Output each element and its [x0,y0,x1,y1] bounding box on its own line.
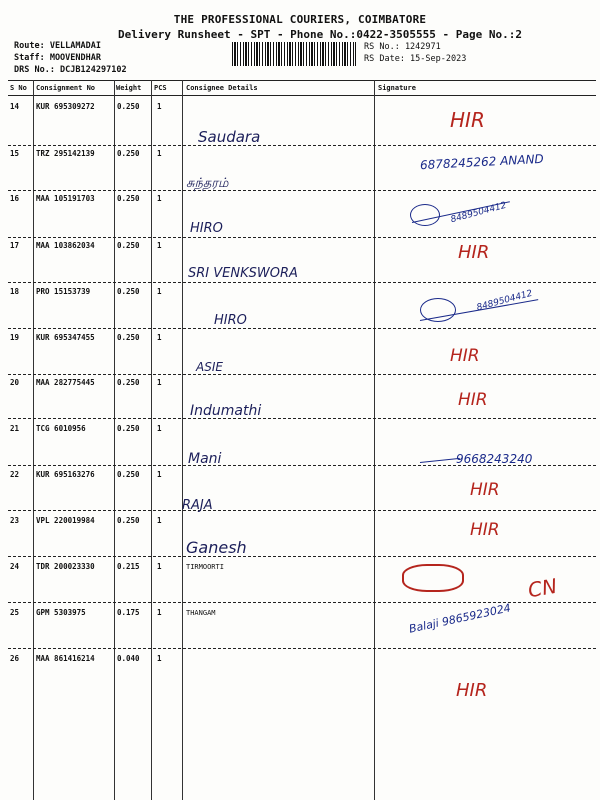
col-weight-header: Weight [116,84,142,92]
row-consignment-no: PRO 15153739 [36,287,91,296]
signature: HIR [456,680,488,701]
signature: 8489504412 [475,288,534,314]
row-consignment-no: TCG 6010956 [36,424,86,433]
column-divider [114,80,115,800]
row-weight: 0.250 [117,241,140,250]
row-sno: 17 [10,241,20,250]
row-pcs: 1 [157,194,162,203]
row-weight: 0.215 [117,562,140,571]
struck-out-signature [402,564,464,592]
signature: 8489504412 [449,200,508,226]
row-sno: 26 [10,654,20,663]
row-weight: 0.175 [117,608,140,617]
signature-scribble [410,204,440,226]
route-label: Route: VELLAMADAI [14,41,101,51]
staff-label: Staff: MOOVENDHAR [14,53,101,63]
handwritten-consignee: Ganesh [186,538,247,557]
row-sno: 18 [10,287,20,296]
row-sno: 20 [10,378,20,387]
row-divider [8,145,596,146]
row-pcs: 1 [157,149,162,158]
row-consignment-no: MAA 282775445 [36,378,95,387]
row-consignee-name: THANGAM [186,609,216,617]
col-sno-header: S No [10,84,27,92]
row-weight: 0.040 [117,654,140,663]
row-divider [8,556,596,557]
handwritten-consignee: Mani [188,451,222,467]
row-weight: 0.250 [117,470,140,479]
drs-number: DRS No.: DCJB124297102 [14,65,127,75]
row-pcs: 1 [157,378,162,387]
row-weight: 0.250 [117,149,140,158]
row-sno: 16 [10,194,20,203]
table-top-rule [8,80,596,81]
row-weight: 0.250 [117,378,140,387]
col-pcs-header: PCS [154,84,167,92]
row-sno: 24 [10,562,20,571]
signature: CN [526,573,559,603]
row-weight: 0.250 [117,333,140,342]
row-sno: 19 [10,333,20,342]
row-pcs: 1 [157,424,162,433]
row-pcs: 1 [157,562,162,571]
row-divider [8,190,596,191]
column-divider [182,80,183,800]
row-pcs: 1 [157,470,162,479]
signature: HIR [458,242,490,263]
row-consignment-no: KUR 695347455 [36,333,95,342]
row-consignee-name: TIRMOORTI [186,563,224,571]
handwritten-consignee: சுந்தரம் [186,176,229,191]
row-sno: 21 [10,424,20,433]
signature: 6878245262 ANAND [419,151,545,173]
row-sno: 23 [10,516,20,525]
handwritten-consignee: Indumathi [190,403,262,419]
row-sno: 15 [10,149,20,158]
row-consignment-no: MAA 861416214 [36,654,95,663]
row-consignment-no: TDR 200023330 [36,562,95,571]
row-pcs: 1 [157,654,162,663]
row-weight: 0.250 [117,102,140,111]
signature: HIR [450,108,485,132]
row-divider [8,237,596,238]
row-pcs: 1 [157,241,162,250]
row-pcs: 1 [157,102,162,111]
signature: HIR [470,480,500,500]
row-consignment-no: VPL 220019984 [36,516,95,525]
row-weight: 0.250 [117,287,140,296]
row-pcs: 1 [157,287,162,296]
col-signature-header: Signature [378,84,416,92]
row-consignment-no: MAA 105191703 [36,194,95,203]
row-consignment-no: KUR 695309272 [36,102,95,111]
col-consignee-header: Consignee Details [186,84,258,92]
rs-number: RS No.: 1242971 [364,42,441,52]
signature-stroke [420,458,460,463]
handwritten-consignee: RAJA [182,498,213,513]
row-sno: 14 [10,102,20,111]
document-subtitle: Delivery Runsheet - SPT - Phone No.:0422-3505555 - Page No.:2 [118,28,522,41]
column-divider [151,80,152,800]
handwritten-consignee: HIRO [214,313,247,328]
rs-date: RS Date: 15-Sep-2023 [364,54,467,64]
row-divider [8,328,596,329]
handwritten-consignee: HIRO [190,221,223,236]
document-title: THE PROFESSIONAL COURIERS, COIMBATORE [173,13,427,26]
signature: HIR [470,520,500,540]
signature: 9668243240 [456,452,533,466]
row-pcs: 1 [157,333,162,342]
row-divider [8,418,596,419]
column-divider [33,80,34,800]
row-divider [8,648,596,649]
row-divider [8,282,596,283]
row-weight: 0.250 [117,516,140,525]
row-pcs: 1 [157,608,162,617]
row-sno: 22 [10,470,20,479]
signature: HIR [458,390,488,410]
barcode [232,42,356,66]
col-consignment-header: Consignment No [36,84,96,92]
row-weight: 0.250 [117,424,140,433]
row-consignment-no: TRZ 295142139 [36,149,95,158]
row-divider [8,374,596,375]
header-bottom-rule [8,95,596,96]
row-sno: 25 [10,608,20,617]
row-pcs: 1 [157,516,162,525]
row-consignment-no: GPM 5303975 [36,608,86,617]
signature: HIR [450,346,480,366]
column-divider [374,80,375,800]
handwritten-consignee: ASIE [196,360,223,374]
row-divider [8,510,596,511]
handwritten-consignee: SRI VENKSWORA [188,266,298,281]
row-consignment-no: KUR 695163276 [36,470,95,479]
handwritten-consignee: Saudara [198,128,261,146]
row-weight: 0.250 [117,194,140,203]
row-consignment-no: MAA 103862034 [36,241,95,250]
signature: Balaji 9865923024 [407,601,512,636]
